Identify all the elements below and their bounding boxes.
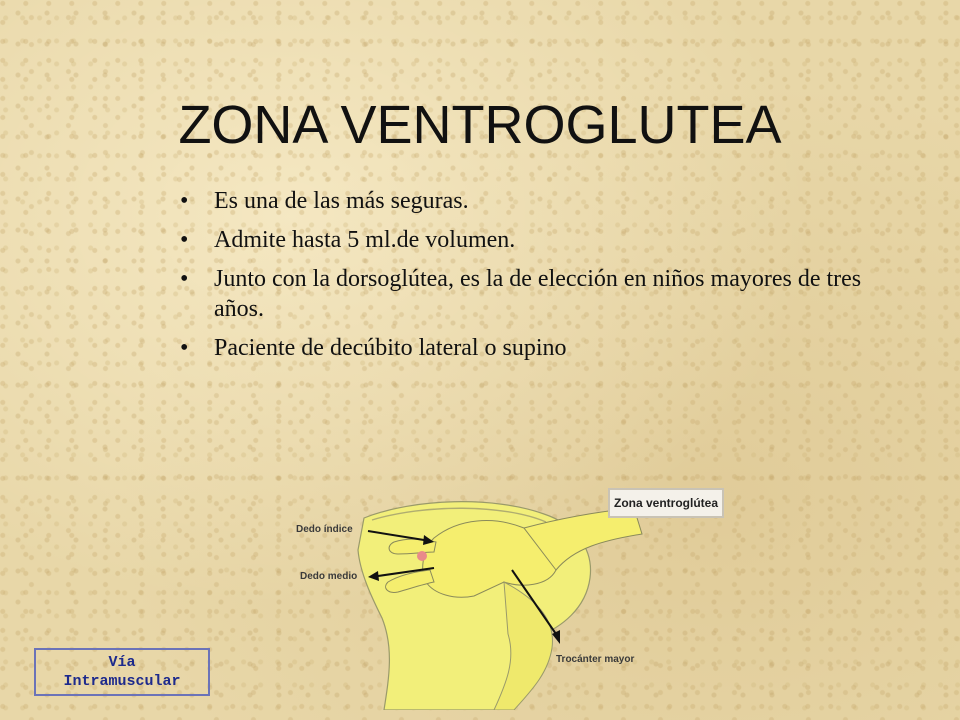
slide-title: ZONA VENTROGLUTEA	[178, 95, 782, 155]
label-middle-finger: Dedo medio	[300, 571, 358, 582]
label-trochanter: Trocánter mayor	[556, 654, 635, 665]
route-badge[interactable]	[34, 648, 210, 696]
bullet-item	[176, 333, 896, 363]
bullet-text: Es una de las más seguras.	[214, 188, 469, 214]
label-index-finger: Dedo índice	[296, 524, 353, 535]
zone-label-box: Zona ventroglútea	[608, 488, 724, 518]
arrowhead-trochanter	[552, 630, 560, 644]
bullet-text: Junto con la dorsoglútea, es la de elección en niños mayores de tres años.	[214, 266, 862, 322]
bullet-item	[176, 225, 896, 255]
bullet-text: Paciente de decúbito lateral o supino	[214, 335, 567, 361]
injection-point-marker	[417, 551, 427, 561]
bullet-item	[176, 264, 896, 324]
bullet-dot: •	[180, 266, 189, 292]
bullet-dot: •	[180, 188, 189, 214]
bullet-dot: •	[180, 335, 189, 361]
bullet-dot: •	[180, 227, 189, 253]
bullet-list	[176, 186, 896, 372]
route-badge-line2: Intramuscular	[63, 673, 181, 690]
bullet-item	[176, 186, 896, 216]
route-badge-line1: Vía	[108, 654, 136, 671]
ventrogluteal-illustration	[294, 478, 734, 710]
bullet-text: Admite hasta 5 ml.de volumen.	[214, 227, 516, 253]
